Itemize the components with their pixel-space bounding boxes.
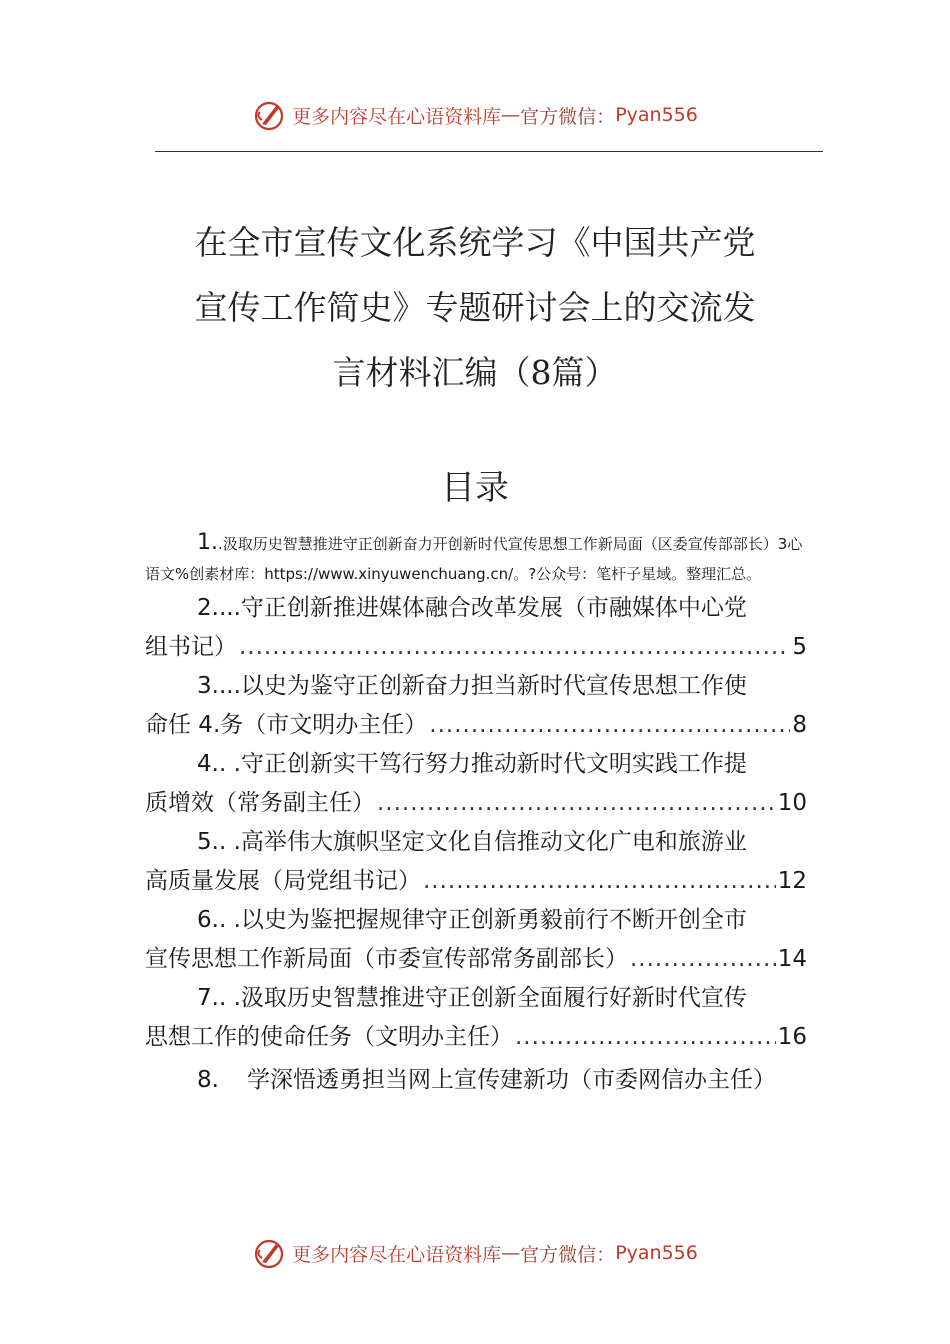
toc-leader xyxy=(423,862,776,901)
toc-leader xyxy=(630,940,776,979)
toc-entry-7[interactable] xyxy=(145,979,807,1057)
toc-leader xyxy=(429,706,790,745)
quill-logo-icon xyxy=(252,98,286,132)
title-line-1: 在全市宣传文化系统学习《中国共产党 xyxy=(194,223,756,262)
toc-entry-line1: 2....守正创新推进媒体融合改革发展（市融媒体中心党 xyxy=(197,595,747,621)
toc-entry-line2: 质增效（常务副主任） xyxy=(145,790,375,816)
banner-contact-id: Pyan556 xyxy=(615,1242,698,1264)
banner-dash: — xyxy=(501,104,521,126)
toc-entry-line1: 7.. .汲取历史智慧推进守正创新全面履行好新时代宣传 xyxy=(197,985,747,1011)
toc-leader xyxy=(515,1018,776,1057)
toc-entry-number: 1. xyxy=(197,530,218,555)
toc-page-number: 5 xyxy=(792,634,807,660)
toc-entry-line2: 宣传思想工作新局面（市委宣传部常务副部长） xyxy=(145,946,628,972)
title-line-3: 言材料汇编（8篇） xyxy=(332,353,618,392)
toc-entry-1[interactable] xyxy=(145,528,807,589)
banner-contact-id: Pyan556 xyxy=(615,104,698,126)
header-divider xyxy=(155,151,823,152)
toc-leader xyxy=(377,784,776,823)
toc-entry-line1: 6.. .以史为鉴把握规律守正创新勇毅前行不断开创全市 xyxy=(197,907,747,933)
toc-entry-line2: 命任 4.务（市文明办主任） xyxy=(145,712,428,738)
toc-entry-line1: 5.. .高举伟大旗帜坚定文化自信推动文化广电和旅游业 xyxy=(197,829,747,855)
toc-entry-4[interactable] xyxy=(145,745,807,823)
footer-banner xyxy=(0,1233,950,1273)
toc-heading: 目录 xyxy=(441,468,509,508)
toc-page-number: 12 xyxy=(777,868,807,894)
toc-entry-5[interactable] xyxy=(145,823,807,901)
table-of-contents xyxy=(145,528,807,1100)
toc-entry-line1: 4.. .守正创新实干笃行努力推动新时代文明实践工作提 xyxy=(197,751,747,777)
toc-leader xyxy=(239,628,790,667)
toc-entry-6[interactable] xyxy=(145,901,807,979)
toc-entry-line1: 3....以史为鉴守正创新奋力担当新时代宣传思想工作使 xyxy=(197,673,747,699)
banner-contact-label: 官方微信： xyxy=(520,105,616,128)
toc-page-number: 16 xyxy=(777,1024,807,1050)
toc-page-number: 14 xyxy=(777,946,807,972)
banner-text: 更多内容尽在心语资料库 xyxy=(292,105,502,128)
banner-contact-label: 官方微信： xyxy=(520,1243,616,1266)
document-title xyxy=(150,210,800,405)
toc-entry-line2: 高质量发展（局党组书记） xyxy=(145,868,421,894)
toc-entry-2[interactable] xyxy=(145,589,807,667)
banner-dash: — xyxy=(501,1242,521,1264)
title-line-2: 宣传工作简史》专题研讨会上的交流发 xyxy=(194,288,756,327)
toc-entry-8[interactable] xyxy=(145,1061,807,1100)
toc-entry-line2: 思想工作的使命任务（文明办主任） xyxy=(145,1024,513,1050)
toc-entry-line2: 组书记） xyxy=(145,634,237,660)
quill-logo-icon xyxy=(252,1236,286,1270)
toc-entry-text: .汲取历史智慧推进守正创新奋力开创新时代宣传思想工作新局面（区委宣传部部长）3心语文%创素材库：https://www.xinyuwenchuang.cn/。?公众号：笔杆子星域。整理汇总。 xyxy=(145,535,803,583)
toc-page-number: 8 xyxy=(792,712,807,738)
header-banner xyxy=(0,95,950,135)
banner-text: 更多内容尽在心语资料库 xyxy=(292,1243,502,1266)
toc-page-number: 10 xyxy=(777,790,807,816)
toc-entry-3[interactable] xyxy=(145,667,807,745)
toc-entry-number: 8. xyxy=(197,1067,219,1093)
toc-entry-text: 学深悟透勇担当网上宣传建新功（市委网信办主任） xyxy=(247,1067,776,1093)
